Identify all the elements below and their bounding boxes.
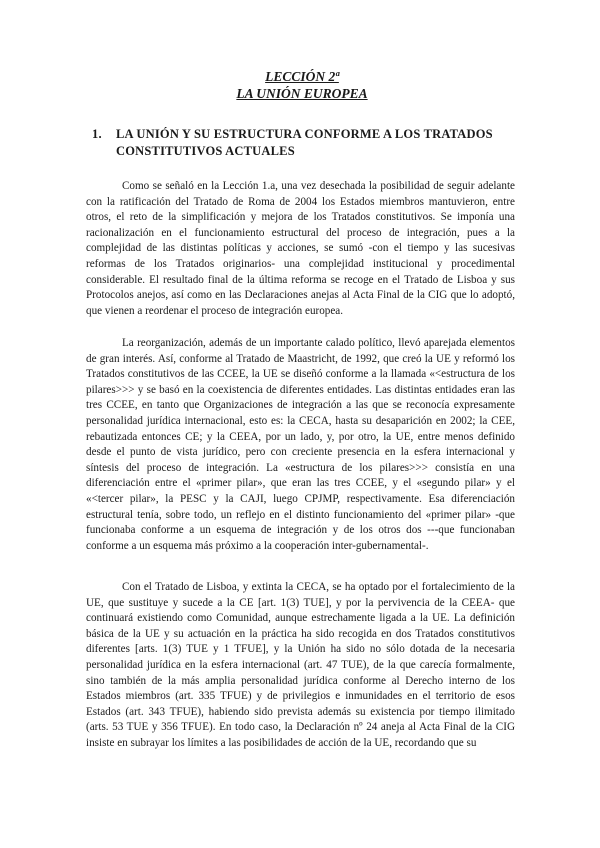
lesson-subtitle: LA UNIÓN EUROPEA (236, 86, 368, 101)
section-number: 1. (92, 127, 102, 141)
lesson-title-block (0, 68, 600, 102)
paragraph-2: La reorganización, además de un importante calado político, llevó aparejada elementos de gran interés. Así, conforme al Tratado de Maastricht, de 1992, que creó la UE y reformó los Tratados constitutivos de las CCEE, la UE se diseñó conforme a la llamada «<estructura de los pilares>>> y se basó en la coexistencia de diferentes entidades. Las distintas entidades eran las tres CCEE, en tanto que Organizaciones de integración a las que se reconocía expresamente personalidad jurídica internacional, esto es: la CECA, hasta su desaparición en 2002; la CEE, rebautizada entonces CE; y la CEEA, por un lado, y, por otro, la UE, entre menos definido desde el punto de vista jurídico, pero con creciente presencia en la esfera internacional y síntesis del proceso de integración. La «estructura de los pilares>>> consistía en una diferenciación entre el «primer pilar», que eran las tres CCEE, y el «segundo pilar» y el «<tercer pilar», la PESC y la CAJI, luego CPJMP, respectivamente. Esa diferenciación estructural tenía, sobre todo, un reflejo en el distinto funcionamiento del «primer pilar» -que funcionaba conforme a un esquema de integración y de los otros dos ---que funcionaban conforme a un esquema más próximo a la cooperación inter-gubernamental-. (86, 337, 515, 552)
paragraph-3: Con el Tratado de Lisboa, y extinta la CECA, se ha optado por el fortalecimiento de la UE, que sustituye y sucede a la CE [art. 1(3) TUE], y por la pervivencia de la CEEA- que continuará existiendo como Comunidad, aunque estrechamente ligada a la UE. La definición básica de la UE y su actuación en la práctica ha sido recogida en dos Tratados constitutivos diferentes [arts. 1(3) TUE y 1 TFUE], y la Unión ha sido no sólo dotada de la necesaria personalidad jurídica en la esfera internacional (art. 47 TUE), de la que carecía formalmente, sino también de la más amplia personalidad jurídica conforme al Derecho interno de los Estados miembros (art. 335 TFUE) y de privilegios e inmunidades en el territorio de esos Estados (art. 343 TFUE), habiendo sido prevista además su existencia por tiempo ilimitado (arts. 53 TUE y 356 TFUE). En todo caso, la Declaración nº 24 aneja al Acta Final de la CIG insiste en subrayar los límites a las posibilidades de acción de la UE, recordando que su (86, 581, 515, 749)
section-heading (92, 126, 512, 160)
section-title: LA UNIÓN Y SU ESTRUCTURA CONFORME A LOS TRATADOS CONSTITUTIVOS ACTUALES (116, 127, 493, 158)
paragraph-1: Como se señaló en la Lección 1.a, una vez desechada la posibilidad de seguir adelante con la ratificación del Tratado de Roma de 2004 los Estados miembros mantuvieron, entre otros, el reto de la simplificación y mejora de los Tratados constitutivos. Se imponía una racionalización en el funcionamiento estructural del proceso de integración, pues a la complejidad de las distintas políticas y acciones, se sumó -con el tiempo y las sucesivas reformas de los Tratados originarios- una complejidad institucional y procedimental considerable. El resultado final de la última reforma se recoge en el Tratado de Lisboa y sus Protocolos anejos, así como en las Declaraciones anejas al Acta Final de la CIG que lo adoptó, que vienen a reordenar el proceso de integración europea. (86, 180, 515, 317)
lesson-title: LECCIÓN 2ª (265, 69, 339, 84)
